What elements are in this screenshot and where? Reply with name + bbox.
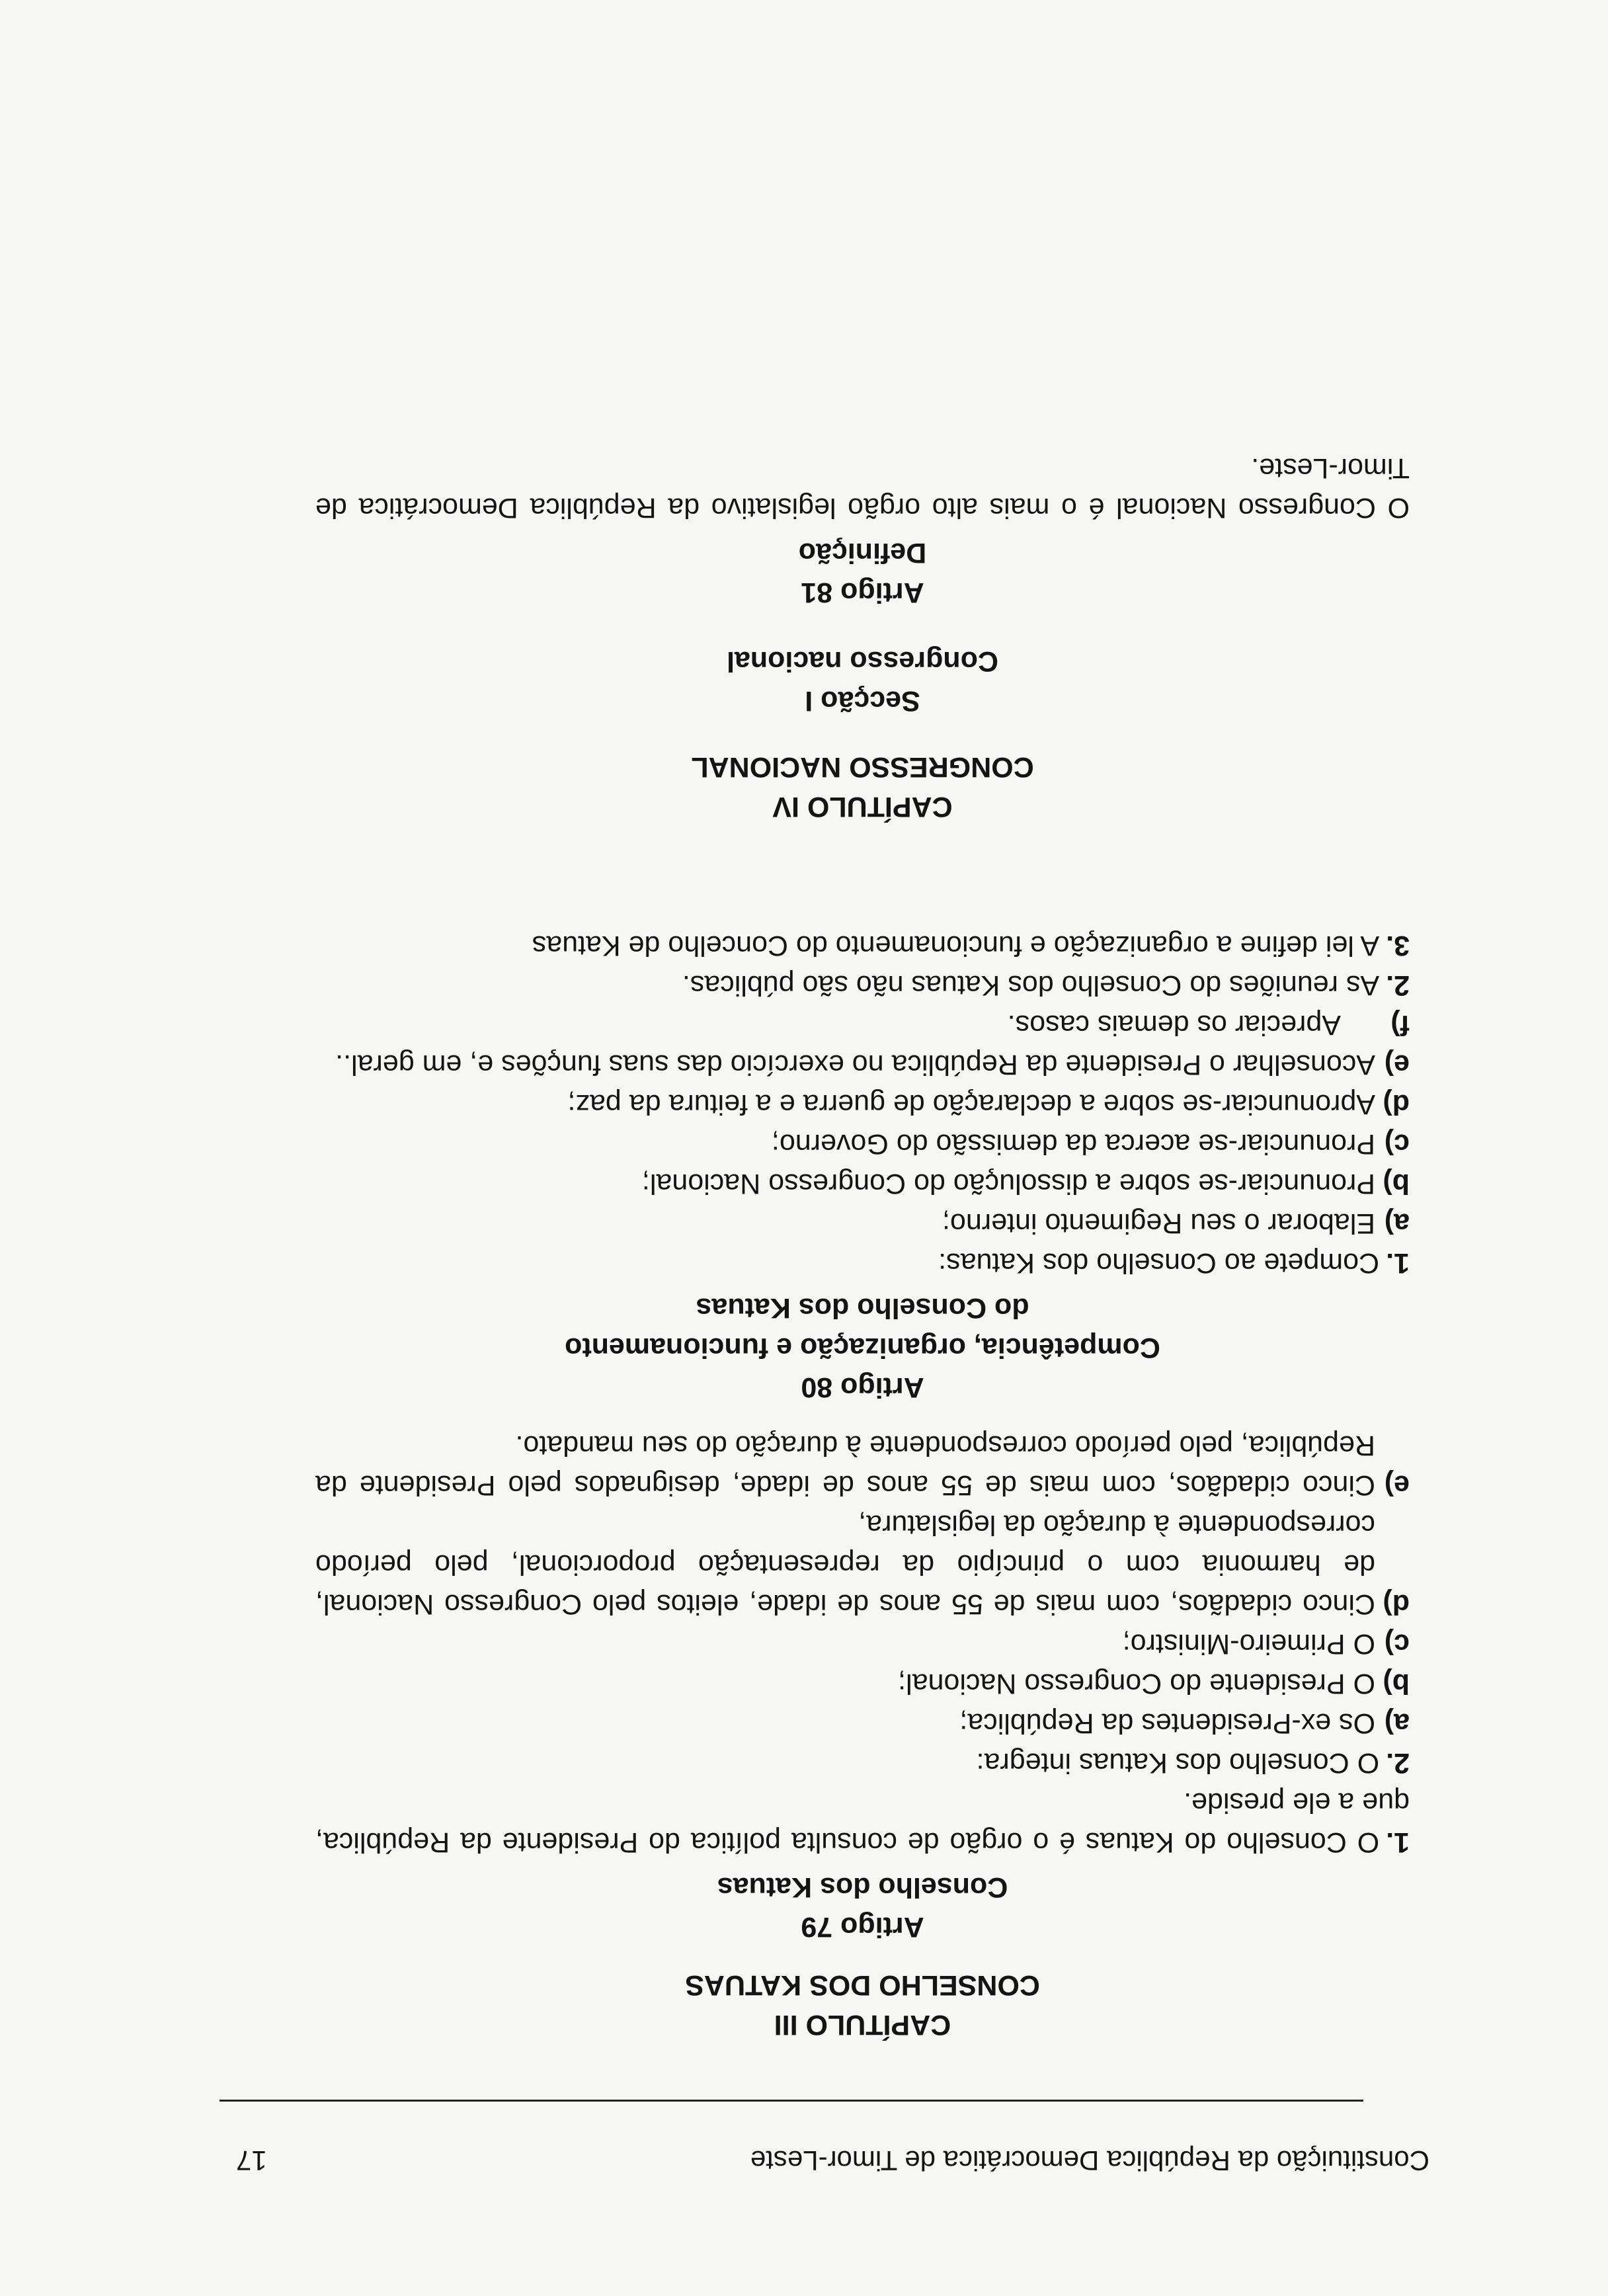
article-79-number: Artigo 79 <box>801 1911 924 1943</box>
article-80-subitem-e: e)Aconselhar o Presidente da República no exercício das suas funções e, em geral.. <box>335 1049 1410 1081</box>
article-80-subitem-f: f)Apreciar os demais casos. <box>1007 1009 1410 1041</box>
chapter-4-label: CAPÍTULO IV <box>772 791 953 823</box>
article-79-subitem-e: e)Cinco cidadãos, com mais de 55 anos de idade, designados pelo Presidente da República, pelo período correspondente à duração do seu mandato. <box>315 1430 1410 1501</box>
article-80-subitem-b: b)Pronunciar-se sobre a dissolução do Congresso Nacional; <box>641 1168 1410 1200</box>
article-81-title: Definição <box>798 537 927 569</box>
article-80-item-2: 2.As reuniões do Conselho dos Katuas não são públicas. <box>682 969 1410 1001</box>
section-1-label: Secção I <box>805 685 920 717</box>
article-79-subitem-b: b)O Presidente do Congresso Nacional; <box>898 1668 1410 1700</box>
article-79-subitem-a: a)Os ex-Presidentes da República; <box>959 1707 1410 1739</box>
article-79-subitem-d: d)Cinco cidadãos, com mais de 55 anos de idade, eleitos pelo Congresso Nacional, de harmonia com o princípio da representação proporcional, pelo período correspondente à duração da legislatura, <box>315 1509 1410 1620</box>
article-80-subitem-d: d)Apronunciar-se sobre a declaração de guerra e a feitura da paz; <box>567 1088 1410 1120</box>
article-80-subitem-c: c)Pronunciar-se acerca da demissão do Governo; <box>771 1128 1410 1160</box>
article-81-text: O Congresso Nacional é o mais alto orgão legislativo da República Democrática de Timor-Leste. <box>315 452 1410 524</box>
document-body <box>315 448 1410 2065</box>
section-gap <box>315 827 1410 926</box>
article-79-subitem-c: c)O Primeiro-Ministro; <box>1122 1628 1410 1660</box>
page-number: 17 <box>236 2145 267 2176</box>
article-80-title-line-2: do Conselho dos Katuas <box>696 1292 1029 1324</box>
article-81-number: Artigo 81 <box>801 577 924 608</box>
section-1-name: Congresso nacional <box>727 645 998 677</box>
article-80-title-line-1: Competência, organização e funcionamento <box>565 1332 1160 1364</box>
article-79-item-1: 1.O Conselho do Katuas é o orgão de consulta política do Presidente da República, que a ele preside. <box>315 1787 1410 1858</box>
article-80-subitem-a: a)Elaborar o seu Regimento interno; <box>942 1208 1410 1239</box>
article-79-item-2: 2.O Conselho dos Katuas integra: <box>976 1747 1410 1779</box>
header-rule <box>220 2100 1363 2102</box>
chapter-3-name: CONSELHO DOS KATUAS <box>685 1969 1040 2001</box>
article-80-item-1: 1.Compete ao Conselho dos Katuas: <box>938 1247 1410 1279</box>
article-80-number: Artigo 80 <box>801 1372 924 1403</box>
chapter-4-name: CONGRESSO NACIONAL <box>691 751 1034 783</box>
header-title: Constituição da República Democrática de Timor-Leste <box>750 2145 1429 2176</box>
chapter-3-label: CAPÍTULO III <box>774 2009 951 2041</box>
article-80-item-3: 3.A lei define a organização e funcionamento do Concelho de Katuas <box>532 930 1410 962</box>
article-79-title: Conselho dos Katuas <box>717 1871 1008 1903</box>
